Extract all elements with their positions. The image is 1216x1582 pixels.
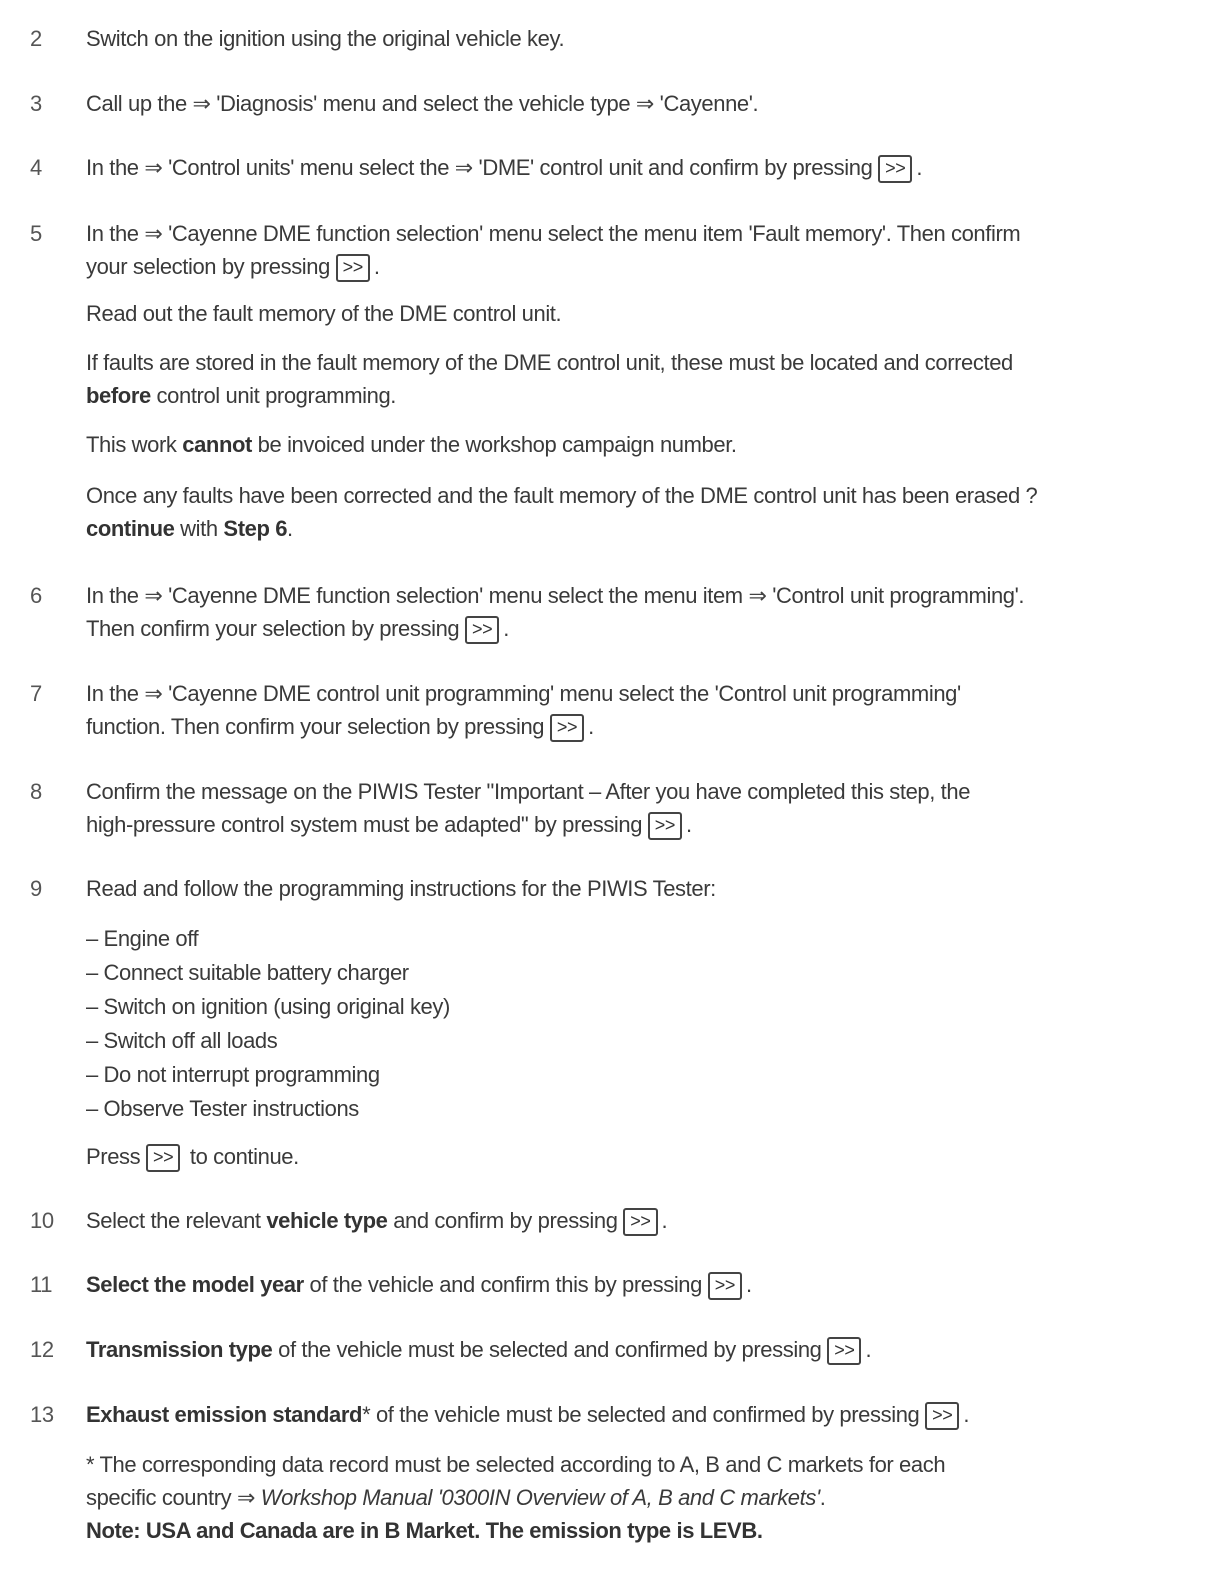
list-item: – Observe Tester instructions bbox=[86, 1096, 359, 1121]
step-text-part: . bbox=[745, 1272, 752, 1297]
note-faults-stored bbox=[86, 346, 1166, 412]
step-text-part: to continue. bbox=[184, 1144, 299, 1169]
step-text-part: 'Cayenne DME function selection' menu select the menu item 'Fault memory'. Then confirm bbox=[162, 221, 1021, 246]
continue-key: >> bbox=[925, 1402, 959, 1430]
emphasis: continue bbox=[86, 516, 175, 541]
step-text-part: with bbox=[174, 516, 224, 541]
arrow-right-icon: ⇒ bbox=[635, 91, 654, 116]
step-text bbox=[86, 1398, 1166, 1431]
step-text-part: . bbox=[865, 1337, 872, 1362]
step-text bbox=[86, 1204, 1166, 1237]
step-number: 5 bbox=[30, 221, 42, 246]
step-text-part: 'DME' control unit and confirm by pressing bbox=[472, 155, 879, 180]
step-line bbox=[86, 677, 1166, 710]
step-line bbox=[86, 250, 1166, 283]
list-item: – Switch off all loads bbox=[86, 1028, 278, 1053]
step-text-part: 'Cayenne DME control unit programming' menu select the 'Control unit programming' bbox=[162, 681, 961, 706]
arrow-right-icon: ⇒ bbox=[144, 221, 163, 246]
continue-key: >> bbox=[827, 1337, 861, 1365]
step-number: 10 bbox=[30, 1208, 54, 1233]
step-text-part: Select the relevant bbox=[86, 1208, 267, 1233]
emphasis: Select the model year bbox=[86, 1272, 304, 1297]
arrow-right-icon: ⇒ bbox=[748, 583, 767, 608]
step-text-part: Call up the bbox=[86, 91, 193, 116]
step-text bbox=[86, 579, 1166, 645]
list-item: – Switch on ignition (using original key) bbox=[86, 994, 450, 1019]
step-line bbox=[86, 808, 1166, 841]
arrow-right-icon: ⇒ bbox=[236, 1485, 255, 1510]
step-text bbox=[86, 151, 1166, 184]
step-line bbox=[86, 1481, 1166, 1514]
list-item: – Do not interrupt programming bbox=[86, 1062, 380, 1087]
step-text-part: . bbox=[661, 1208, 668, 1233]
step-text-part: 'Control units' menu select the bbox=[162, 155, 455, 180]
step-text-part: specific country bbox=[86, 1485, 237, 1510]
market-footnote bbox=[86, 1448, 1166, 1547]
note-read-fault-memory: Read out the fault memory of the DME control unit. bbox=[86, 301, 562, 326]
step-text bbox=[86, 1333, 1166, 1366]
step-text-part: 'Cayenne'. bbox=[653, 91, 759, 116]
step-number: 3 bbox=[30, 91, 42, 116]
emphasis: Step 6 bbox=[223, 516, 288, 541]
step-text-part: In the bbox=[86, 155, 145, 180]
step-text-part: of the vehicle and confirm this by pressing bbox=[303, 1272, 708, 1297]
arrow-right-icon: ⇒ bbox=[144, 155, 163, 180]
step-number: 9 bbox=[30, 876, 42, 901]
step-text-part: be invoiced under the workshop campaign number. bbox=[251, 432, 737, 457]
step-number: 6 bbox=[30, 583, 42, 608]
step-text-part: In the bbox=[86, 583, 145, 608]
step-text bbox=[86, 217, 1166, 283]
step-text-part: . bbox=[963, 1402, 970, 1427]
arrow-right-icon: ⇒ bbox=[454, 155, 473, 180]
emphasis: before bbox=[86, 383, 151, 408]
arrow-right-icon: ⇒ bbox=[144, 681, 163, 706]
step-line bbox=[86, 579, 1166, 612]
emphasis: vehicle type bbox=[266, 1208, 388, 1233]
step-line: Confirm the message on the PIWIS Tester "Important – After you have completed this step, the bbox=[86, 779, 971, 804]
step-line: Once any faults have been corrected and the fault memory of the DME control unit has been erased ? bbox=[86, 483, 1038, 508]
step-line: * The corresponding data record must be selected according to A, B and C markets for each bbox=[86, 1452, 946, 1477]
step-number: 8 bbox=[30, 779, 42, 804]
step-line bbox=[86, 512, 1166, 545]
step-text-part: your selection by pressing bbox=[86, 254, 336, 279]
emphasis: Exhaust emission standard bbox=[86, 1402, 363, 1427]
step-text-part: . bbox=[287, 516, 293, 541]
list-item: – Engine off bbox=[86, 926, 199, 951]
step-text-part: . bbox=[373, 254, 380, 279]
emphasis: cannot bbox=[182, 432, 252, 457]
continue-key: >> bbox=[623, 1208, 657, 1236]
step-line bbox=[86, 710, 1166, 743]
arrow-right-icon: ⇒ bbox=[192, 91, 211, 116]
step-text bbox=[86, 22, 1166, 55]
continue-key: >> bbox=[648, 812, 682, 840]
step-number: 4 bbox=[30, 155, 42, 180]
step-text-part: Switch on the ignition using the original vehicle key. bbox=[86, 26, 565, 51]
market-note: Note: USA and Canada are in B Market. The emission type is LEVB. bbox=[86, 1518, 763, 1543]
step-text-part: 'Cayenne DME function selection' menu select the menu item bbox=[162, 583, 749, 608]
step-text bbox=[86, 87, 1166, 120]
continue-key: >> bbox=[465, 616, 499, 644]
step-number: 11 bbox=[30, 1272, 53, 1297]
programming-checklist bbox=[86, 922, 1166, 1126]
step-text-part: . bbox=[686, 812, 692, 837]
arrow-right-icon: ⇒ bbox=[144, 583, 163, 608]
step-text-part: . bbox=[819, 1485, 826, 1510]
step-number: 2 bbox=[30, 26, 42, 51]
step-text-part: In the bbox=[86, 681, 145, 706]
emphasis: Transmission type bbox=[86, 1337, 273, 1362]
step-number: 12 bbox=[30, 1337, 54, 1362]
note-continue-step-6 bbox=[86, 479, 1166, 545]
note-not-invoiced bbox=[86, 428, 1166, 461]
step-text-part: In the bbox=[86, 221, 145, 246]
step-text bbox=[86, 775, 1166, 841]
continue-key: >> bbox=[550, 714, 584, 742]
step-text-part: . bbox=[588, 714, 594, 739]
step-text bbox=[86, 872, 1166, 905]
step-text-part: and confirm by pressing bbox=[387, 1208, 624, 1233]
workshop-manual-reference: Workshop Manual '0300IN Overview of A, B and C markets' bbox=[260, 1485, 820, 1510]
step-number: 13 bbox=[30, 1402, 54, 1427]
continue-key: >> bbox=[336, 254, 370, 282]
continue-key: >> bbox=[708, 1272, 742, 1300]
step-text-part: of the vehicle must be selected and confirmed by pressing bbox=[272, 1337, 828, 1362]
step-line bbox=[86, 217, 1166, 250]
step-text-part: * of the vehicle must be selected and confirmed by pressing bbox=[362, 1402, 926, 1427]
step-text-part: This work bbox=[86, 432, 183, 457]
step-text bbox=[86, 677, 1166, 743]
step-text-part: function. Then confirm your selection by pressing bbox=[86, 714, 550, 739]
step-line: If faults are stored in the fault memory of the DME control unit, these must be located and corrected bbox=[86, 350, 1013, 375]
step-number: 7 bbox=[30, 681, 42, 706]
step-text-part: 'Control unit programming'. bbox=[766, 583, 1025, 608]
continue-key: >> bbox=[146, 1144, 180, 1172]
step-text-part: Read and follow the programming instructions for the PIWIS Tester: bbox=[86, 876, 716, 901]
step-text-part: 'Diagnosis' menu and select the vehicle type bbox=[210, 91, 636, 116]
step-line bbox=[86, 612, 1166, 645]
press-to-continue bbox=[86, 1140, 1166, 1173]
step-text-part: Press bbox=[86, 1144, 146, 1169]
list-item: – Connect suitable battery charger bbox=[86, 960, 409, 985]
step-text-part: control unit programming. bbox=[150, 383, 397, 408]
continue-key: >> bbox=[878, 155, 912, 183]
step-text bbox=[86, 1268, 1166, 1301]
step-text-part: high-pressure control system must be adapted" by pressing bbox=[86, 812, 648, 837]
step-text-part: Then confirm your selection by pressing bbox=[86, 616, 465, 641]
step-text-part: . bbox=[503, 616, 509, 641]
step-line bbox=[86, 379, 1166, 412]
step-text-part: . bbox=[916, 155, 923, 180]
